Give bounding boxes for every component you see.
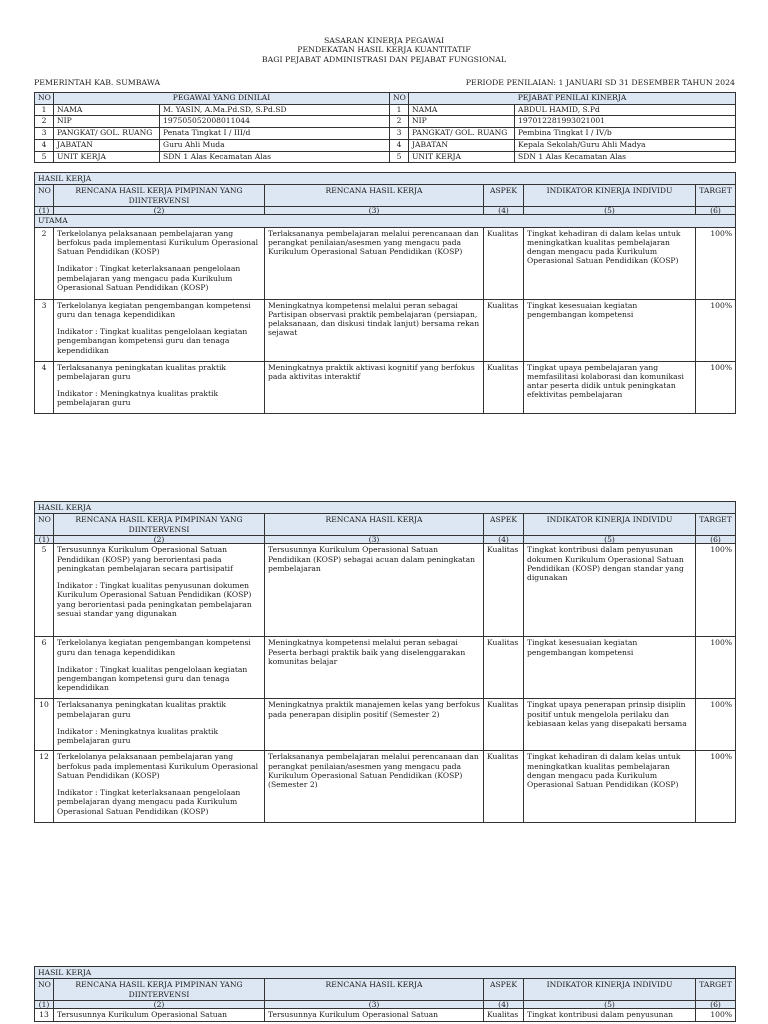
row-label: NIP [54,116,160,128]
rhk-pimpinan-text: Terkelolanya kegiatan pengembangan kompetensi guru dan tenaga kependidikan [57,638,251,657]
skp-table-page1 [34,92,736,163]
aspek-text: Kualitas [484,1009,524,1021]
col-num: (4) [484,206,524,215]
indikator-text: Tingkat kontribusi dalam penyusunan dokumen Kurikulum Operasional Satuan Pendidikan (KOSP) dengan standar yang digunakan [524,544,696,637]
col-indikator: INDIKATOR KINERJA INDIVIDU [524,979,696,1001]
col-num: (2) [54,535,265,544]
row-label: NAMA [409,104,515,116]
row-no: 3 [35,128,54,140]
row-no: 2 [35,116,54,128]
rhk-text: Terlaksananya pembelajaran melalui perencanaan dan perangkat penilaian/asesmen yang mengacu pada Kurikulum Operasional Satuan Pendidikan (KOSP) (Semester 2) [265,751,484,823]
rhk-text: Meningkatnya kompetensi melalui peran sebagai Partisipan observasi praktik pembelajaran (persiapan, pelaksanaan, dan diskusi tindak lanjut) bersama rekan sejawat [265,299,484,361]
col-num: (2) [54,206,265,215]
indikator-text: Tingkat kesesuaian kegiatan pengembangan kompetensi [524,299,696,361]
row-no: 2 [35,227,54,299]
rhk-pimpinan-text: Terkelolanya pelaksanaan pembelajaran yang berfokus pada implementasi Kurikulum Operasional Satuan Pendidikan (KOSP) [57,228,259,257]
aspek-text: Kualitas [484,699,524,751]
doc-title-line1: SASARAN KINERJA PEGAWAI [323,36,445,45]
column-header-row [35,185,736,207]
row-label: JABATAN [409,139,515,151]
row-no: 5 [35,151,54,163]
table-row [35,544,736,637]
col-num: (6) [696,535,736,544]
col-num: (1) [35,1000,54,1009]
row-label: UNIT KERJA [54,151,160,163]
rhk-pimpinan-indicator: Indikator : Meningkatnya kualitas praktik pembelajaran guru [57,389,219,408]
rhk-text: Terlaksananya pembelajaran melalui perencanaan dan perangkat penilaian/asesmen yang mengacu pada Kurikulum Operasional Satuan Pendidikan (KOSP) [265,227,484,299]
section-label: HASIL KERJA [35,502,736,514]
indikator-text: Tingkat kesesuaian kegiatan pengembangan kompetensi [524,637,696,699]
indikator-text: Tingkat kehadiran di dalam kelas untuk meningkatkan kualitas pembelajaran dengan mengacu pada Kurikulum Operasional Satuan Pendidikan (KOSP) [524,227,696,299]
hasil-kerja-table-1 [34,172,736,414]
indikator-text: Tingkat upaya pembelajaran yang memfasilitasi kolaborasi dan komunikasi antar peserta didik untuk peningkatan efektivitas pembelajaran [524,361,696,413]
section-row [35,967,736,979]
identity-row [35,151,736,163]
row-label: JABATAN [54,139,160,151]
col-rhk-pimpinan: RENCANA HASIL KERJA PIMPINAN YANG DIINTERVENSI [54,514,265,536]
aspek-text: Kualitas [484,544,524,637]
rhk-pimpinan-indicator: Indikator : Tingkat kualitas pengelolaan kegiatan pengembangan kompetensi guru dan tenaga kependidikan [57,664,248,693]
identity-row [35,128,736,140]
row-label: PANGKAT/ GOL. RUANG [409,128,515,140]
pegawai-pangkat: Penata Tingkat I / III/d [160,128,390,140]
col-rhk: RENCANA HASIL KERJA [265,185,484,207]
column-header-row [35,514,736,536]
rhk-pimpinan-text: Terkelolanya kegiatan pengembangan kompetensi guru dan tenaga kependidikan [57,300,251,319]
table-row [35,299,736,361]
col-num: (5) [524,206,696,215]
table-row [35,699,736,751]
column-number-row [35,1000,736,1009]
penilai-unit: SDN 1 Alas Kecamatan Alas [515,151,736,163]
rhk-pimpinan-cell [54,227,265,299]
identity-no-header: NO [390,93,409,105]
pegawai-jabatan: Guru Ahli Muda [160,139,390,151]
row-label: PANGKAT/ GOL. RUANG [54,128,160,140]
aspek-text: Kualitas [484,751,524,823]
col-rhk: RENCANA HASIL KERJA [265,979,484,1001]
col-aspek: ASPEK [484,185,524,207]
penilai-header: PEJABAT PENILAI KINERJA [409,93,736,105]
rhk-pimpinan-cell [54,637,265,699]
row-no: 4 [35,139,54,151]
col-num: (5) [524,535,696,544]
row-label: NIP [409,116,515,128]
identity-row [35,104,736,116]
column-number-row [35,535,736,544]
rhk-text: Tersusunnya Kurikulum Operasional Satuan [265,1009,484,1021]
pegawai-nip: 197505052008011044 [160,116,390,128]
col-num: (2) [54,1000,265,1009]
target-text: 100% [696,637,736,699]
pegawai-unit: SDN 1 Alas Kecamatan Alas [160,151,390,163]
row-no: 5 [390,151,409,163]
identity-no-header: NO [35,93,54,105]
rhk-pimpinan-text: Terlaksananya peningkatan kualitas praktik pembelajaran guru [57,700,227,719]
column-number-row [35,206,736,215]
col-num: (3) [265,1000,484,1009]
target-text: 100% [696,544,736,637]
row-no: 2 [390,116,409,128]
table-row [35,637,736,699]
rhk-pimpinan-text: Terkelolanya pelaksanaan pembelajaran yang berfokus pada implementasi Kurikulum Operasional Satuan Pendidikan (KOSP) [57,752,259,780]
penilai-name: ABDUL HAMID, S.Pd [515,104,736,116]
col-no: NO [35,185,54,207]
col-num: (6) [696,1000,736,1009]
indikator-text: Tingkat upaya penerapan prinsip disiplin positif untuk mengelola perilaku dan kebiasaan kelas yang disepakati bersama [524,699,696,751]
doc-title-line3: BAGI PEJABAT ADMINISTRASI DAN PEJABAT FUNGSIONAL [261,55,507,64]
pegawai-name: M. YASIN, A.Ma.Pd.SD, S.Pd.SD [160,104,390,116]
row-no: 3 [390,128,409,140]
table-row [35,361,736,413]
column-header-row [35,979,736,1001]
row-no: 13 [35,1009,54,1021]
hasil-kerja-table-2 [34,501,736,823]
col-no: NO [35,979,54,1001]
rhk-pimpinan-text: Tersusunnya Kurikulum Operasional Satuan [54,1009,265,1021]
identity-row [35,139,736,151]
pegawai-header: PEGAWAI YANG DINILAI [54,93,390,105]
meta-line [34,78,735,88]
aspek-text: Kualitas [484,227,524,299]
rhk-pimpinan-indicator: Indikator : Tingkat keterlaksanaan pengelolaan pembelajaran dyang mengacu pada Kurikulum Operasional Satuan Pendidikan (KOSP) [57,788,241,816]
col-rhk: RENCANA HASIL KERJA [265,514,484,536]
col-indikator: INDIKATOR KINERJA INDIVIDU [524,514,696,536]
col-num: (5) [524,1000,696,1009]
section-label: HASIL KERJA [35,173,736,185]
row-label: UNIT KERJA [409,151,515,163]
target-text: 100% [696,751,736,823]
col-num: (3) [265,206,484,215]
rhk-pimpinan-cell [54,361,265,413]
col-num: (3) [265,535,484,544]
section-row [35,502,736,514]
institution-label: PEMERINTAH KAB. SUMBAWA [34,78,161,87]
period-label: PERIODE PENILAIAN: 1 JANUARI SD 31 DESEMBER TAHUN 2024 [465,78,735,87]
rhk-pimpinan-cell [54,544,265,637]
aspek-text: Kualitas [484,637,524,699]
row-no: 4 [35,361,54,413]
aspek-text: Kualitas [484,299,524,361]
col-num: (6) [696,206,736,215]
col-num: (4) [484,1000,524,1009]
rhk-text: Meningkatnya praktik manajemen kelas yang berfokus pada penerapan disiplin positif (Semester 2) [265,699,484,751]
col-num: (1) [35,535,54,544]
col-target: TARGET [696,979,736,1001]
target-text: 100% [696,227,736,299]
table-row [35,751,736,823]
identity-header-row [35,93,736,105]
penilai-jabatan: Kepala Sekolah/Guru Ahli Madya [515,139,736,151]
utama-row [35,215,736,227]
row-no: 6 [35,637,54,699]
aspek-text: Kualitas [484,361,524,413]
rhk-pimpinan-cell [54,751,265,823]
row-no: 4 [390,139,409,151]
row-no: 10 [35,699,54,751]
col-rhk-pimpinan: RENCANA HASIL KERJA PIMPINAN YANG DIINTERVENSI [54,185,265,207]
target-text: 100% [696,299,736,361]
section-row [35,173,736,185]
col-rhk-pimpinan: RENCANA HASIL KERJA PIMPINAN YANG DIINTERVENSI [54,979,265,1001]
utama-label: UTAMA [35,215,736,227]
rhk-text: Meningkatnya kompetensi melalui peran sebagai Peserta berbagi praktik baik yang diselenggarakan komunitas belajar [265,637,484,699]
identity-row [35,116,736,128]
col-indikator: INDIKATOR KINERJA INDIVIDU [524,185,696,207]
col-aspek: ASPEK [484,979,524,1001]
target-text: 100% [696,1009,736,1021]
rhk-pimpinan-indicator: Indikator : Tingkat kualitas pengelolaan kegiatan pengembangan kompetensi guru dan tenaga kependidikan [57,327,248,355]
target-text: 100% [696,699,736,751]
row-no: 3 [35,299,54,361]
col-num: (1) [35,206,54,215]
rhk-pimpinan-text: Terlaksananya peningkatan kualitas praktik pembelajaran guru [57,362,227,381]
row-no: 1 [35,104,54,116]
penilai-pangkat: Pembina Tingkat I / IV/b [515,128,736,140]
rhk-text: Tersusunnya Kurikulum Operasional Satuan Pendidikan (KOSP) sebagai acuan dalam peningkatan pembelajaran [265,544,484,637]
rhk-pimpinan-cell [54,699,265,751]
col-target: TARGET [696,185,736,207]
rhk-pimpinan-indicator: Indikator : Tingkat kualitas penyusunan dokumen Kurikulum Operasional Satuan Pendidikan (KOSP) yang berorientasi pada peningkatan pembelajaran sesuai standar yang digunakan [57,581,252,618]
hasil-kerja-table-3 [34,966,736,1022]
row-label: NAMA [54,104,160,116]
rhk-pimpinan-cell [54,299,265,361]
rhk-text: Meningkatnya praktik aktivasi kognitif yang berfokus pada aktivitas interaktif [265,361,484,413]
row-no: 5 [35,544,54,637]
target-text: 100% [696,361,736,413]
indikator-text: Tingkat kehadiran di dalam kelas untuk meningkatkan kualitas pembelajaran dengan mengacu pada Kurikulum Operasional Satuan Pendidikan (KOSP) [524,751,696,823]
row-no: 1 [390,104,409,116]
col-target: TARGET [696,514,736,536]
row-no: 12 [35,751,54,823]
section-label: HASIL KERJA [35,967,736,979]
table-row [35,227,736,299]
rhk-pimpinan-indicator: Indikator : Tingkat keterlaksanaan pengelolaan pembelajaran yang mengacu pada Kurikulum Operasional Satuan Pendidikan (KOSP) [57,264,241,292]
penilai-nip: 197012281993021001 [515,116,736,128]
rhk-pimpinan-indicator: Indikator : Meningkatnya kualitas praktik pembelajaran guru [57,726,219,746]
col-num: (4) [484,535,524,544]
col-aspek: ASPEK [484,514,524,536]
col-no: NO [35,514,54,536]
indikator-text: Tingkat kontribusi dalam penyusunan [524,1009,696,1021]
doc-title-line2: PENDEKATAN HASIL KERJA KUANTITATIF [297,45,471,54]
rhk-pimpinan-text: Tersusunnya Kurikulum Operasional Satuan Pendidikan (KOSP) yang berorientasi pada peningkatan pembelajaran secara partisipatif [57,545,233,573]
table-row [35,1009,736,1021]
